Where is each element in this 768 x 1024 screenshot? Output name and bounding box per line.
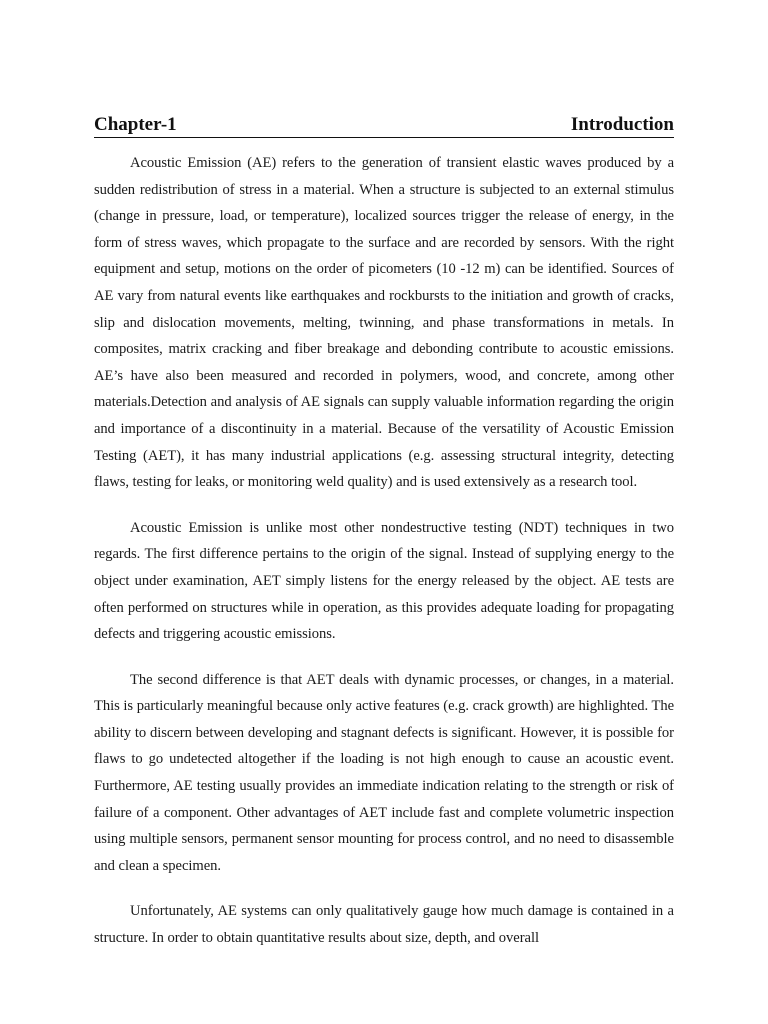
document-page <box>94 114 674 971</box>
paragraph-2: Acoustic Emission is unlike most other nondestructive testing (NDT) techniques in two regards. The first difference pertains to the origin of the signal. Instead of supplying energy to the object under examination, AET simply listens for the energy released by the object. AE tests are often performed on structures while in operation, as this provides adequate loading for propagating defects and triggering acoustic emissions. <box>94 519 674 643</box>
paragraph-1: Acoustic Emission (AE) refers to the generation of transient elastic waves produced by a sudden redistribution of stress in a material. When a structure is subjected to an external stimulus (change in pressure, load, or temperature), localized sources trigger the release of energy, in the form of stress waves, which propagate to the surface and are recorded by sensors. With the right equipment and setup, motions on the order of picometers (10 -12 m) can be identified. Sources of AE vary from natural events like earthquakes and rockbursts to the initiation and growth of cracks, slip and dislocation movements, melting, twinning, and phase transformations in metals. In composites, matrix cracking and fiber breakage and debonding contribute to acoustic emissions. AE’s have also been measured and recorded in polymers, wood, and concrete, among other materials.Detection and analysis of AE signals can supply valuable information regarding the origin and importance of a discontinuity in a material. Because of the versatility of Acoustic Emission Testing (AET), it has many industrial applications (e.g. assessing structural integrity, detecting flaws, testing for leaks, or monitoring weld quality) and is used extensively as a research tool. <box>94 155 674 491</box>
chapter-label: Chapter-1 <box>94 114 177 135</box>
paragraph-4: Unfortunately, AE systems can only qualitatively gauge how much damage is contained in a structure. In order to obtain quantitative results about size, depth, and overall <box>94 903 674 947</box>
chapter-heading <box>94 114 674 138</box>
paragraph-3: The second difference is that AET deals with dynamic processes, or changes, in a material. This is particularly meaningful because only active features (e.g. crack growth) are highlighted. The ability to discern between developing and stagnant defects is significant. However, it is possible for flaws to go undetected altogether if the loading is not high enough to cause an acoustic event. Furthermore, AE testing usually provides an immediate indication relating to the strength or risk of failure of a component. Other advantages of AET include fast and complete volumetric inspection using multiple sensors, permanent sensor mounting for process control, and no need to disassemble and clean a specimen. <box>94 671 674 874</box>
chapter-title: Introduction <box>570 114 674 135</box>
